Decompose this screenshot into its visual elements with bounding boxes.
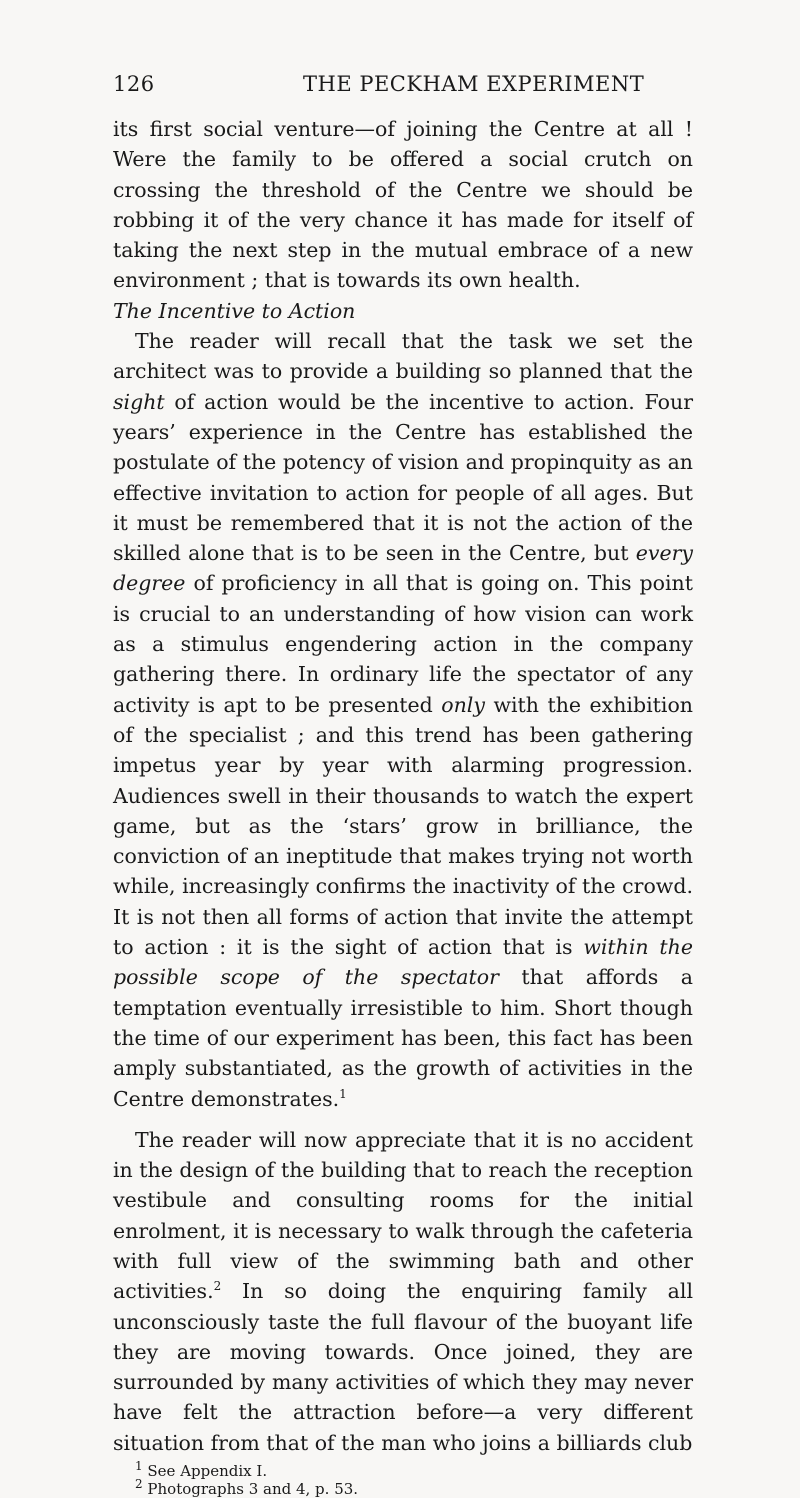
running-head: [113, 72, 693, 106]
paragraph-continued: its first social venture—of joining the Centre at all ! Were the family to be offered a social crutch on crossing the threshold of the Centre we should be robbing it of the very chance it has made for itself of taking the next step in the mutual embrace of a new environment ; that is towards its own health.: [113, 117, 693, 293]
footnote: [113, 1477, 693, 1498]
paragraph-text: The reader will recall that the task we set the architect was to provide a building so planned that the: [113, 329, 693, 384]
footnote-mark: 1: [135, 1459, 143, 1474]
emphasis-text: sight: [113, 389, 165, 414]
footnote-text: Photographs 3 and 4, p. 53.: [142, 1480, 359, 1498]
paragraph-incentive: [113, 326, 693, 1114]
paragraph-text: that affords a temptation eventually irresistible to him. Short though the time of our experiment has been, this fact has been amply substantiated, as the growth of activities in the Centre demonstrates.: [113, 965, 693, 1111]
paragraph-text: In so doing the enquiring family all unconsciously taste the full flavour of the buoyant life they are moving towards. Once joined, they are surrounded by many activities of which they may never have felt the attraction before—a very different situation from that of the man who joins a billiards club: [113, 1279, 693, 1455]
footnote-reference: 1: [339, 1086, 347, 1101]
paragraph-text: of action would be the incentive to action. Four years’ experience in the Centre has established the postulate of the potency of vision and propinquity as an effective invitation to action for people of all ages. But it must be remembered that it is not the action of the skilled alone that is to be seen in the Centre, but: [113, 389, 693, 566]
body-text: [113, 114, 693, 1498]
running-title: THE PECKHAM EXPERIMENT: [303, 72, 645, 96]
page-number: 126: [113, 72, 155, 96]
footnote-text: See Appendix I.: [142, 1462, 268, 1481]
paragraph-text: The reader will now appreciate that it is no accident in the design of the building that to reach the reception vestibule and consulting rooms for the initial enrolment, it is necessary to walk through the cafeteria with full view of the swimming bath and other activities.: [113, 1127, 693, 1304]
paragraph-text: with the exhibition of the specialist ; and this trend has been gathering impetus year by year with alarming progression. Audiences swell in their thousands to watch the expert game, but as the ‘stars’ grow in brilliance, the conviction of an ineptitude that makes trying not worth while, increasingly confirms the inactivity of the crowd. It is not then all forms of action that invite the attempt to action : it is the sight of action that is: [113, 692, 693, 960]
footnote: [113, 1459, 693, 1481]
footnote-reference: 2: [213, 1279, 222, 1294]
paragraph-design: [113, 1125, 693, 1458]
emphasis-text: within the possible scope of the spectator: [113, 935, 693, 990]
emphasis-text: every degree: [113, 541, 693, 596]
footnote-mark: 2: [135, 1477, 143, 1492]
section-heading: The Incentive to Action: [113, 298, 356, 323]
paragraph-text: of proficiency in all that is going on. This point is crucial to an understanding of how vision can work as a stimulus engendering action in the company gathering there. In ordinary life the spectator of any activity is apt to be presented: [113, 571, 693, 717]
emphasis-text: only: [441, 692, 485, 717]
footnotes: [113, 1459, 693, 1498]
